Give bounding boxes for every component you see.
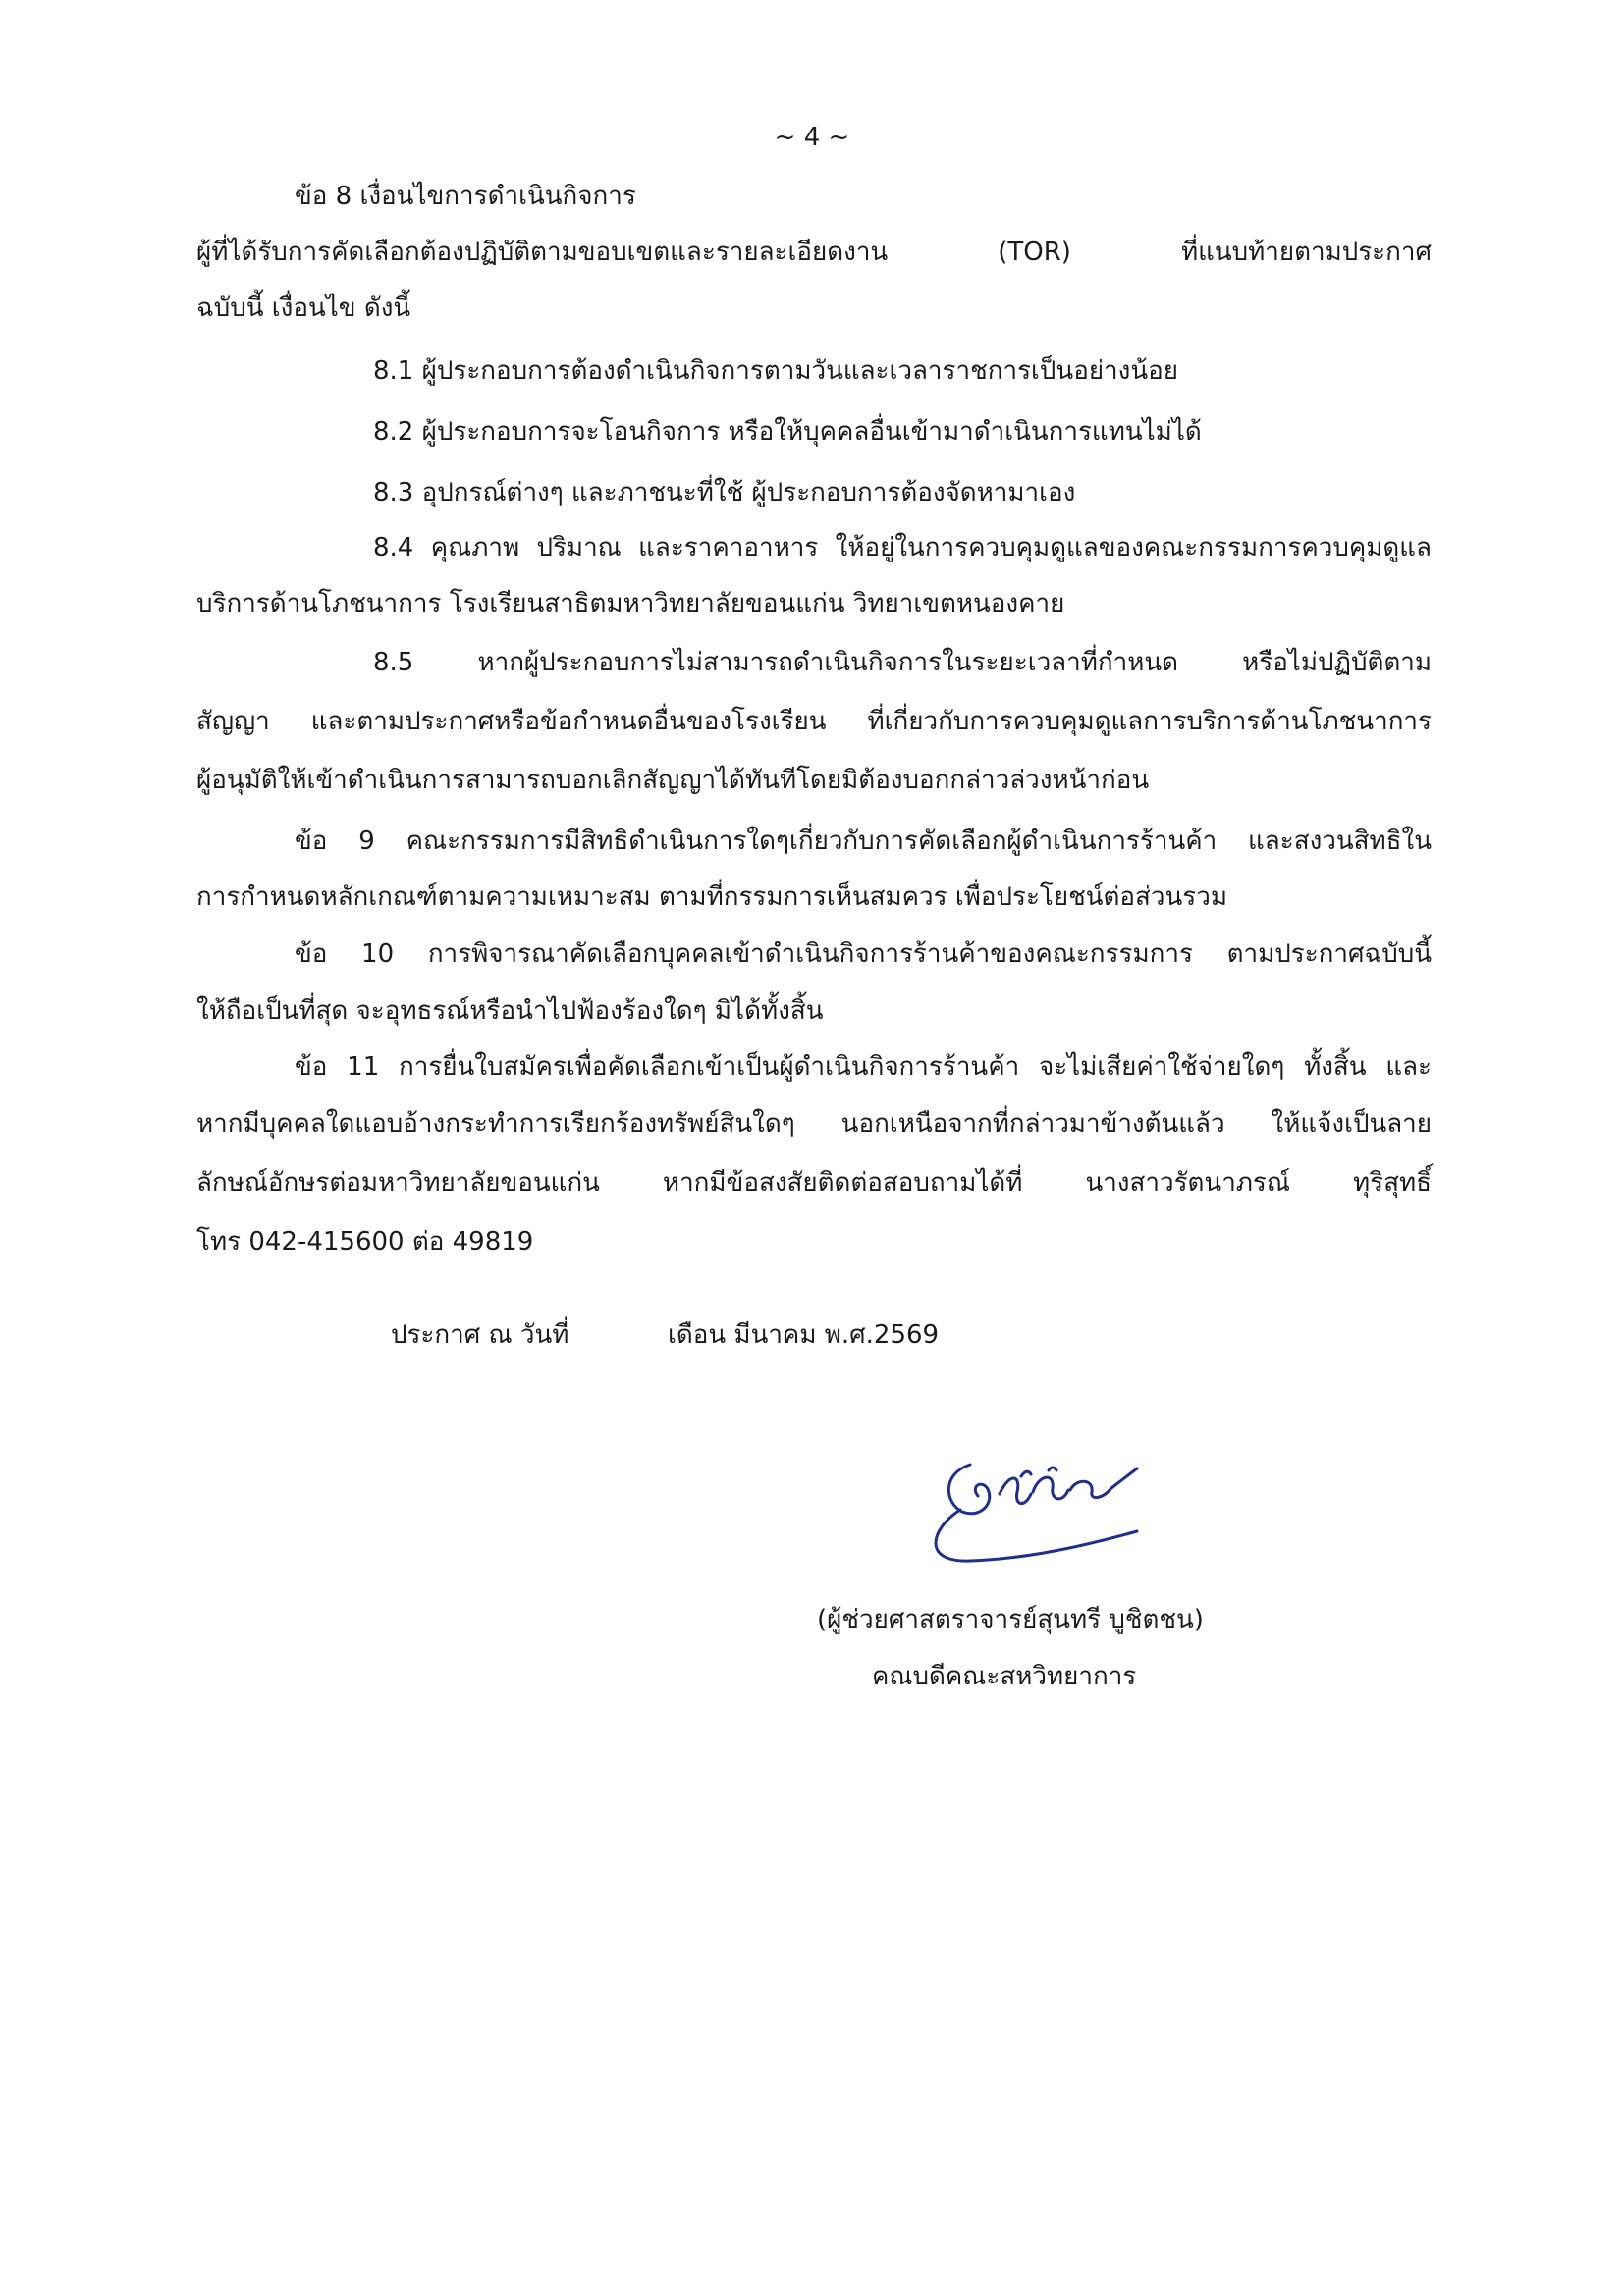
signatory-position: คณบดีคณะสหวิทยาการ: [872, 1662, 1137, 1691]
section-8-heading: ข้อ 8 เงื่อนไขการดำเนินกิจการ: [295, 182, 636, 211]
item-8-5-line-1: 8.5 หากผู้ประกอบการไม่สามารถดำเนินกิจการในระยะเวลาที่กำหนด หรือไม่ปฏิบัติตาม: [373, 648, 1432, 677]
item-8-5-line-2: สัญญา และตามประกาศหรือข้อกำหนดอื่นของโรงเรียน ที่เกี่ยวกับการควบคุมดูแลการบริการด้านโภชนาการ: [196, 707, 1432, 736]
section-11-line-1: ข้อ 11 การยื่นใบสมัครเพื่อคัดเลือกเข้าเป็นผู้ดำเนินกิจการร้านค้า จะไม่เสียค่าใช้จ่ายใดๆ ทั้งสิ้น และ: [295, 1052, 1432, 1082]
section-11-line-4: โทร 042-415600 ต่อ 49819: [196, 1227, 534, 1256]
item-8-4-line-2: บริการด้านโภชนาการ โรงเรียนสาธิตมหาวิทยาลัยขอนแก่น วิทยาเขตหนองคาย: [196, 589, 1065, 618]
signatory-name: (ผู้ช่วยศาสตราจารย์สุนทรี บูชิตชน): [817, 1605, 1204, 1634]
page-number: ~ 4 ~: [774, 123, 850, 152]
announcement-month-year: เดือน มีนาคม พ.ศ.2569: [668, 1320, 940, 1350]
section-10-line-1: ข้อ 10 การพิจารณาคัดเลือกบุคคลเข้าดำเนินกิจการร้านค้าของคณะกรรมการ ตามประกาศฉบับนี้: [295, 939, 1432, 969]
section-8-intro-line-1: ผู้ที่ได้รับการคัดเลือกต้องปฏิบัติตามขอบเขตและรายละเอียดงาน (TOR) ที่แนบท้ายตามประกาศ: [196, 238, 1432, 267]
item-8-3: 8.3 อุปกรณ์ต่างๆ และภาชนะที่ใช้ ผู้ประกอบการต้องจัดหามาเอง: [373, 478, 1076, 507]
item-8-2: 8.2 ผู้ประกอบการจะโอนกิจการ หรือให้บุคคลอื่นเข้ามาดำเนินการแทนไม่ได้: [373, 417, 1202, 447]
section-11-line-3: ลักษณ์อักษรต่อมหาวิทยาลัยขอนแก่น หากมีข้อสงสัยติดต่อสอบถามได้ที่ นางสาวรัตนาภรณ์ ทุริสุทธิ์: [196, 1168, 1432, 1198]
section-9-line-1: ข้อ 9 คณะกรรมการมีสิทธิดำเนินการใดๆเกี่ยวกับการคัดเลือกผู้ดำเนินการร้านค้า และสงวนสิทธิใน: [295, 827, 1432, 856]
section-9-line-2: การกำหนดหลักเกณฑ์ตามความเหมาะสม ตามที่กรรมการเห็นสมควร เพื่อประโยชน์ต่อส่วนรวม: [196, 882, 1227, 912]
announcement-date-label: ประกาศ ณ วันที่: [391, 1320, 569, 1350]
section-10-line-2: ให้ถือเป็นที่สุด จะอุทธรณ์หรือนำไปฟ้องร้องใดๆ มิได้ทั้งสิ้น: [196, 996, 824, 1026]
section-8-intro-line-2: ฉบับนี้ เงื่อนไข ดังนี้: [196, 294, 411, 323]
item-8-5-line-3: ผู้อนุมัติให้เข้าดำเนินการสามารถบอกเลิกสัญญาได้ทันทีโดยมิต้องบอกกล่าวล่วงหน้าก่อน: [196, 766, 1150, 795]
item-8-4-line-1: 8.4 คุณภาพ ปริมาณ และราคาอาหาร ให้อยู่ในการควบคุมดูแลของคณะกรรมการควบคุมดูแล: [373, 533, 1432, 562]
signature-image: [901, 1435, 1166, 1582]
item-8-1: 8.1 ผู้ประกอบการต้องดำเนินกิจการตามวันและเวลาราชการเป็นอย่างน้อย: [373, 356, 1178, 386]
section-11-line-2: หากมีบุคคลใดแอบอ้างกระทำการเรียกร้องทรัพย์สินใดๆ นอกเหนือจากที่กล่าวมาข้างต้นแล้ว ให้แจ้งเป็นลาย: [196, 1109, 1432, 1139]
